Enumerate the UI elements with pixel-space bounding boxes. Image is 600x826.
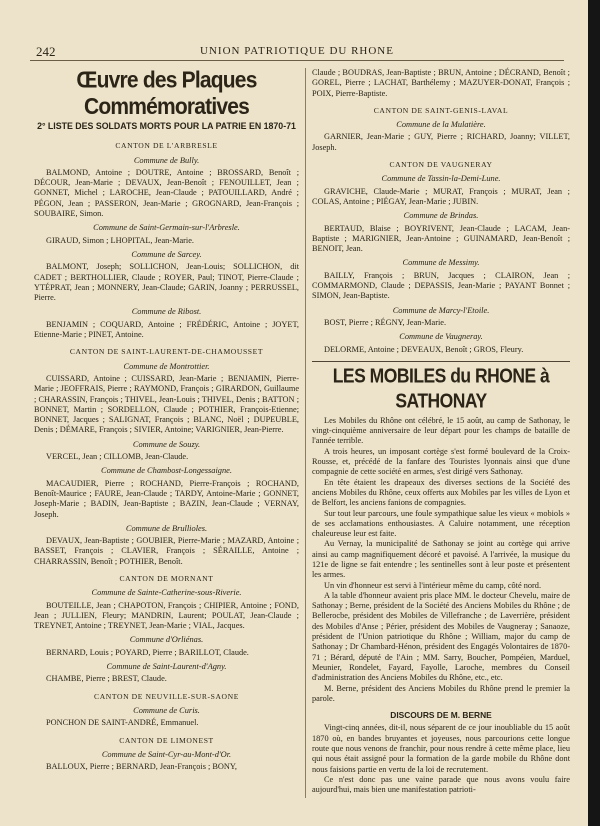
commune-heading: Commune de Chambost-Longessaigne. xyxy=(101,466,232,476)
article-subtitle: 2° LISTE DES SOLDATS MORTS POUR LA PATRIE EN 1870-71 xyxy=(37,121,296,131)
soldier-list: BALMOND, Antoine ; DOUTRE, Antoine ; BROSSARD, Benoît ; DÉCOUR, Jean-Marie ; DEVAUX, Jean-Benoît ; FENOUILLET, Jean ; GONNET, Michel ; LAROCHE, Jean-Claude ; PATOUILLARD, André ; PÉGON, Jean ; PASSERON, Jean-Marie ; GROGNARD, Jean-François ; SOUBAIRE, Simon. xyxy=(34,167,299,219)
left-column xyxy=(34,68,299,772)
article-title-plaques: Œuvre des Plaques Commémoratives xyxy=(76,67,257,120)
soldier-list-continued: Claude ; BOUDRAS, Jean-Baptiste ; BRUN, Antoine ; DÉCRAND, Benoît ; GOREL, Pierre ; LACHAT, Barthélemy ; MAZUYER-DONAT, François ; POIX, Pierre-Baptiste. xyxy=(312,68,570,98)
commune-heading: Commune de Sarcey. xyxy=(131,249,202,259)
commune-heading: Commune de la Mulatière. xyxy=(396,120,486,130)
soldier-list: GRAVICHE, Claude-Marie ; MURAT, François ; MURAT, Jean ; COLAS, Antoine ; PIÉGAY, Jean-Marie ; JUBIN. xyxy=(312,186,570,206)
commune-heading: Commune d'Orliénas. xyxy=(129,635,204,645)
article-paragraph: A la table d'honneur avaient pris place MM. le docteur Chevelu, maire de Sathonay ; Berne, président de la Société des Anciens Mobiles du Rhône ; de Bellerocbe, président des Mobiles de Villefranche ; de Laverrière, président des Mobiles d'Anse ; Périer, président des Mobiles de Vaugneray ; Sanaoze, président de l'Union patriotique du Rhône ; William, major du camp de Sathonay ; Dr Chambard-Hénon, président des Engagés Volontaires de 1870-71 ; Bérard, député de l'Ain ; MM. Sarry, Boucher, Pompéien, Marduel, Meunier, Rondelet, Fayard, Fayolle, Laroche, membres du Conseil d'administration des Anciens Mobiles du Rhône, etc., etc. xyxy=(312,590,570,683)
soldier-list: DELORME, Antoine ; DEVEAUX, Benoît ; GROS, Fleury. xyxy=(324,344,524,354)
article-paragraph: Au Vernay, la municipalité de Sathonay se joint au cortège qui arrive ainsi au camp magnifiquement décoré et pavoisé. A l'arrivée, la musique du 121e de ligne se fait entendre ; les sentinelles sont à leur poste et présentent les armes. xyxy=(312,539,570,580)
soldier-list: CHAMBE, Pierre ; BREST, Claude. xyxy=(46,674,167,684)
speech-heading: DISCOURS DE M. BERNE xyxy=(390,710,492,721)
commune-heading: Commune de Curis. xyxy=(133,705,200,715)
soldier-list: CUISSARD, Antoine ; CUISSARD, Jean-Marie ; BENJAMIN, Pierre-Marie ; JEOFFRAIS, Pierre ; RAYMOND, François ; GIRARDON, Guillaume ; CHARASSIN, François ; THIVEL, Jean-Louis ; THIVEL, Denis ; BATTON ; BONNET, Martin ; SORDELLON, Claude ; POTHIER, François-Etienne; BONNET, Jacques ; SALIGNAT, François ; BLANC, Noël ; DUPEUBLE, Denis ; DÉMARE, François ; SIVIER, Antoine; VARIGNIER, Jean-Pierre. xyxy=(34,373,299,435)
commune-heading: Commune de Bully. xyxy=(133,155,200,165)
article-paragraph: En tête étaient les drapeaux des diverses sections de la Société des anciens Mobiles du Rhône, ceux offerts aux Mobiles par les villes de Lyon et de Belfort, les anciens fanions de compagnies. xyxy=(312,477,570,508)
article-paragraph: Les Mobiles du Rhône ont célébré, le 15 août, au camp de Sathonay, le vingt-cinquième anniversaire de leur départ pour les champs de bataille de l'année terrible. xyxy=(312,415,570,446)
commune-heading: Commune de Marcy-l'Etoile. xyxy=(392,305,490,315)
running-header xyxy=(30,44,564,61)
commune-heading: Commune de Sainte-Catherine-sous-Riverie. xyxy=(91,588,242,598)
commune-heading: Commune de Brindas. xyxy=(403,211,479,221)
canton-heading: CANTON DE L'ARBRESLE xyxy=(115,141,218,151)
soldier-list: BOUTEILLE, Jean ; CHAPOTON, François ; CHIPIER, Antoine ; FOND, Jean ; JULLIEN, Fleury; MANDRIN, Laurent; POULAT, Jean-Claude ; TREYNET, Antoine ; TREYNET, Jean-Marie ; VIAL, Jacques. xyxy=(34,600,299,631)
commune-heading: Commune de Brullioles. xyxy=(125,523,208,533)
commune-heading: Commune de Montrottier. xyxy=(123,361,210,371)
soldier-list: GARNIER, Jean-Marie ; GUY, Pierre ; RICHARD, Joanny; VILLET, Joseph. xyxy=(312,132,570,152)
commune-heading: Commune de Souzy. xyxy=(132,439,201,449)
article-paragraph: Ce n'est donc pas une vaine parade que nous avons voulu faire aujourd'hui, mais bien une manifestation patrioti- xyxy=(312,774,570,795)
article-paragraph: Vingt-cinq années, dit-il, nous séparent de ce jour inoubliable du 15 août 1870 où, en bandes bruyantes et joyeuses, nous parcourions cette longue route que nous venons de franchir, pour nous rendre à cette même place, lieu qui nous était assigné pour la formation de la garde mobile du Rhône dont nous faisions partie en vertu de la loi de recrutement. xyxy=(312,723,570,774)
canton-heading: CANTON DE LIMONEST xyxy=(119,735,214,745)
commune-heading: Commune de Vaugneray. xyxy=(399,332,483,342)
scan-dark-edge xyxy=(588,0,600,826)
soldier-list: GIRAUD, Simon ; LHOPITAL, Jean-Marie. xyxy=(46,235,194,245)
article-paragraph: M. Berne, président des Anciens Mobiles du Rhône prend le premier la parole. xyxy=(312,683,570,703)
commune-heading: Commune de Messimy. xyxy=(402,258,480,268)
soldier-list: DEVAUX, Jean-Baptiste ; GOUBIER, Pierre-Marie ; MAZARD, Antoine ; BASSET, François ; CLAVIER, François ; SÉRAILLE, Antoine ; CHARRASSIN, Benoît ; POTHIER, Benoît. xyxy=(34,536,299,566)
article-title-mobiles: LES MOBILES du RHONE à SATHONAY xyxy=(332,363,550,412)
soldier-list: PONCHON DE SAINT-ANDRÉ, Emmanuel. xyxy=(46,718,199,728)
soldier-list: BENJAMIN ; COQUARD, Antoine ; FRÉDÉRIC, Antoine ; JOYET, Etienne-Marie ; PINET, Antoine. xyxy=(34,319,299,340)
commune-heading: Commune de Tassin-la-Demi-Lune. xyxy=(381,174,501,184)
commune-heading: Commune de Ribost. xyxy=(131,307,202,317)
soldier-list: VERCEL, Jean ; CILLOMB, Jean-Claude. xyxy=(46,452,189,462)
soldier-list: MACAUDIER, Pierre ; ROCHAND, Pierre-François ; ROCHAND, Benoît-Maurice ; FAURE, Jean-Claude ; TARDY, Antoine-Marie ; GONNET, Joseph-Marie ; BADIN, Jean-Baptiste ; BAZIN, Jean-Claude ; VERNAY, Joseph. xyxy=(34,478,299,519)
soldier-list: BERTAUD, Blaise ; BOYRIVENT, Jean-Claude ; LACAM, Jean-Baptiste ; MARIGNIER, Jean-Antoine ; GUINAMARD, Jean-Benoît ; BENOIT, Jean. xyxy=(312,223,570,254)
commune-heading: Commune de Saint-Cyr-au-Mont-d'Or. xyxy=(101,749,232,759)
soldier-list: BOST, Pierre ; RÉGNY, Jean-Marie. xyxy=(324,317,447,327)
journal-title: UNION PATRIOTIQUE DU RHONE xyxy=(200,45,394,57)
article-paragraph: Un vin d'honneur est servi à l'intérieur même du camp, côté nord. xyxy=(324,580,542,590)
canton-heading: CANTON DE SAINT-GENIS-LAVAL xyxy=(373,105,509,115)
canton-heading: CANTON DE SAINT-LAURENT-DE-CHAMOUSSET xyxy=(69,347,264,357)
right-column xyxy=(312,68,570,796)
canton-heading: CANTON DE NEUVILLE-SUR-SAONE xyxy=(94,691,239,701)
section-divider xyxy=(312,361,570,362)
column-divider xyxy=(305,68,306,798)
canton-heading: CANTON DE MORNANT xyxy=(119,573,214,583)
soldier-list: BALLOUX, Pierre ; BERNARD, Jean-François ; BONY, xyxy=(46,762,237,772)
page-number: 242 xyxy=(36,44,56,59)
canton-heading: CANTON DE VAUGNERAY xyxy=(389,160,493,170)
soldier-list: BERNARD, Louis ; POYARD, Pierre ; BARILLOT, Claude. xyxy=(46,647,249,657)
article-paragraph: Sur tout leur parcours, une foule sympathique salue les vieux « mobiols » de ses acclamations enthousiastes. A Caluire notamment, une réception chaleureuse leur est faite. xyxy=(312,508,570,539)
soldier-list: BALMONT, Joseph; SOLLICHON, Jean-Louis; SOLLICHON, dit CADET ; BERTHOLLIER, Claude ; ROYER, Paul; TINOT, Pierre-Claude ; YTÉPRAT, Jean ; MONNERY, Jean-Claude; GARIN, Joanny ; PERRUSSEL, Pierre. xyxy=(34,262,299,303)
article-paragraph: A trois heures, un imposant cortège s'est formé boulevard de la Croix-Rousse, et, précédé de la fanfare des Touristes lyonnais ainsi que d'une compagnie de cette société en armes, s'est dirigé vers Sathonay. xyxy=(312,446,570,477)
soldier-list: BAILLY, François ; BRUN, Jacques ; CLAIRON, Jean ; COMMARMOND, Claude ; DEPASSIS, Jean-Marie ; PAYANT Bonnet ; SIMON, Jean-Baptiste. xyxy=(312,270,570,301)
commune-heading: Commune de Saint-Laurent-d'Agny. xyxy=(106,662,227,672)
commune-heading: Commune de Saint-Germain-sur-l'Arbresle. xyxy=(93,223,240,233)
